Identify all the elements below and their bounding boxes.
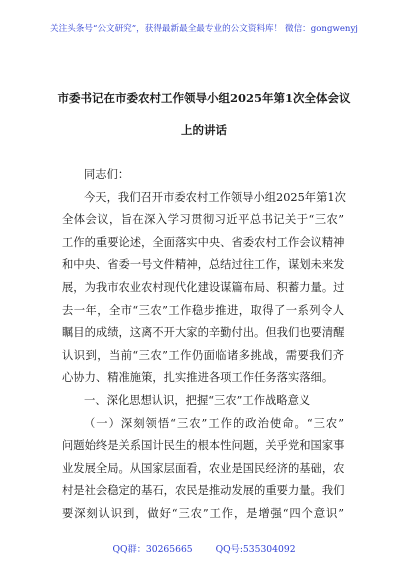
footer-qq-group: QQ群：30265665 [112, 544, 193, 555]
body-line: 心协力、精准施策，扎实推进各项工作任务落实落细。 [62, 371, 334, 385]
footer-contact [0, 541, 408, 555]
body-line: 要深刻认识到，做好“三农”工作，是增强“四个意识” [62, 506, 344, 520]
body-line: 瞩目的成绩，这离不开大家的辛勤付出。但我们也要清醒 [62, 326, 345, 340]
body-line: 展，为我市农业农村现代化建设谋篇布局、积蓄力量。过 [62, 280, 345, 294]
top-banner: 关注头条号“公文研究”，获得最新最全最专业的公文资料库！ 微信：gongwenyj [50, 24, 358, 34]
subsection-heading: （一）深刻领悟“三农”工作的政治使命。“三农” [84, 416, 344, 430]
body-line: 工作的重要论述，全面落实中央、省委农村工作会议精神 [62, 235, 345, 249]
body-line: 村是社会稳定的基石，农民是推动发展的重要力量。我们 [62, 484, 345, 498]
footer-qq-number: QQ号:535304092 [215, 544, 296, 555]
body-line: 今天，我们召开市委农村工作领导小组2025年第1次 [84, 190, 346, 204]
body-line: 和中央、省委一号文件精神，总结过往工作，谋划未来发 [62, 258, 345, 272]
body-line: 问题始终是关系国计民生的根本性问题，关乎党和国家事 [62, 439, 345, 453]
body-line: 业发展全局。从国家层面看，农业是国民经济的基础，农 [62, 461, 345, 475]
body-line: 认识到，当前“三农”工作仍面临诸多挑战，需要我们齐 [62, 348, 344, 362]
document-title-line-1: 市委书记在市委农村工作领导小组2025年第1次全体会议 [57, 91, 351, 105]
section-heading: 一、深化思想认识，把握“三农”工作战略意义 [84, 393, 311, 407]
body-line: 去一年，全市“三农”工作稳步推进，取得了一系列令人 [62, 303, 344, 317]
document-body [62, 164, 344, 526]
salutation: 同志们： [84, 168, 130, 181]
body-line: 全体会议，旨在深入学习贯彻习近平总书记关于“三农” [62, 213, 344, 227]
document-title-line-2: 上的讲话 [181, 123, 227, 137]
